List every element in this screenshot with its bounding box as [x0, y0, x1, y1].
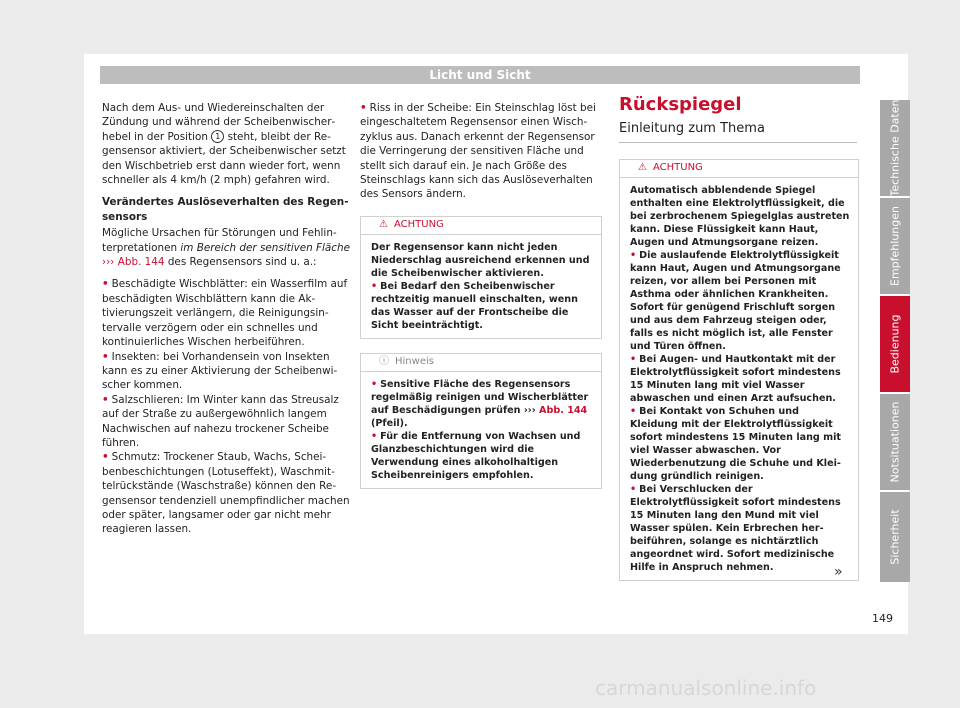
- list-item: • Bei Augen- und Hautkontakt mit der Elektrolytflüssigkeit sofort mindestens 15 Minuten lang mit viel Wasser abwaschen und einen Arzt aufsuchen.: [630, 353, 841, 404]
- watermark: carmanualsonline.info: [595, 676, 817, 700]
- intro-text-cont: steht, bleibt der Regensensor aktiviert, der Scheibenwischer setzt den Wischbetrieb erst dann wieder fort, wenn schneller als 4 km/h (2 mph) gefahren wird.: [102, 130, 346, 187]
- warning-body: [361, 235, 601, 338]
- tab-bedienung[interactable]: Bedienung: [880, 296, 910, 392]
- causes-paragraph: [102, 226, 350, 269]
- list-item: • Salzschlieren: Im Winter kann das Streusalz auf der Straße zu außergewöhnlich langem Nachwischen auf nahezu trockener Scheibe führen.: [102, 393, 339, 449]
- list-item: • Für die Entfernung von Wachsen und Glanzbeschichtungen wird die Verwendung eines alkoholhaltigen Scheibenreinigers empfohlen.: [371, 430, 581, 481]
- bullet-icon: •: [630, 353, 637, 365]
- intro-paragraph: [102, 101, 350, 187]
- arrow-icon: ›››: [102, 256, 118, 269]
- warning-text: Der Regensensor kann nicht jeden Niederschlag ausreichend erkennen und die Scheibenwischer aktivieren.: [371, 241, 590, 279]
- intro-text: Nach dem Aus- und Wiedereinschalten der Zündung und während der Scheibenwischerhebel in der Position: [102, 102, 336, 143]
- bullet-icon: •: [102, 350, 109, 363]
- warning-header: ⚠ ACHTUNG: [620, 160, 858, 178]
- bullet-icon: •: [360, 102, 367, 114]
- list-item: • Insekten: bei Vorhandensein von Insekten kann es zu einer Aktivierung der Scheibenwischer kommen.: [102, 350, 338, 392]
- info-icon: ⓘ: [379, 356, 389, 368]
- bullet-icon: •: [102, 451, 109, 464]
- warning-triangle-icon: ⚠: [379, 219, 388, 231]
- column-right: [619, 94, 859, 581]
- list-item: • Sensitive Fläche des Regensensors regelmäßig reinigen und Wischerblätter auf Beschädigungen prüfen ››› Abb. 144 (Pfeil).: [371, 378, 589, 429]
- causes-text-end: des Regensensors sind u. a.:: [164, 256, 317, 269]
- chapter-title: Rückspiegel: [619, 94, 742, 115]
- column-left: [102, 101, 350, 537]
- page-number: 149: [872, 612, 893, 625]
- warning-box: [360, 216, 602, 339]
- bullet-icon: •: [371, 430, 378, 442]
- bullet-icon: •: [371, 280, 378, 292]
- warning-box: [619, 159, 859, 581]
- bullet-icon: •: [630, 249, 637, 261]
- position-number-badge: 1: [211, 130, 224, 143]
- bullet-icon: •: [102, 393, 109, 406]
- continue-icon: »: [834, 564, 843, 580]
- bullet-icon: •: [102, 278, 109, 291]
- note-body: [361, 372, 601, 488]
- column-middle: [360, 101, 602, 489]
- tab-empfehlungen[interactable]: Empfehlungen: [880, 198, 910, 294]
- bullet-icon: •: [630, 483, 637, 495]
- list-item: • Bei Bedarf den Scheibenwischer rechtzeitig manuell einschalten, wenn das Wasser auf der Frontscheibe die Sicht beeinträchtigt.: [371, 280, 578, 331]
- section-heading: Verändertes Auslöseverhalten des Regensensors: [102, 196, 349, 223]
- figure-ref-link[interactable]: Abb. 144: [117, 256, 165, 269]
- warning-header: ⚠ ACHTUNG: [361, 217, 601, 235]
- note-header: ⓘ Hinweis: [361, 354, 601, 372]
- causes-text: Mögliche Ursachen für Störungen und Fehlinterpretationen: [102, 227, 337, 254]
- tab-sicherheit[interactable]: Sicherheit: [880, 492, 910, 582]
- note-box: [360, 353, 602, 489]
- warning-triangle-icon: ⚠: [638, 162, 647, 174]
- tab-technische-daten[interactable]: Technische Daten: [880, 100, 910, 196]
- figure-ref-link[interactable]: Abb. 144: [539, 404, 588, 416]
- tab-notsituationen[interactable]: Notsituationen: [880, 394, 910, 490]
- list-item: • Die auslaufende Elektrolytflüssigkeit kann Haut, Augen und Atmungsorgane reizen, vor allem bei Personen mit Asthma oder ähnlichen Krankheiten. Sofort für genügend Frischluft sorgen und aus dem Fahrzeug steigen oder, falls es nicht möglich ist, alle Fenster und Türen öffnen.: [630, 249, 841, 352]
- warning-body: [620, 178, 858, 580]
- bullet-icon: •: [371, 378, 378, 390]
- bullet-icon: •: [630, 405, 637, 417]
- list-item: • Beschädigte Wischblätter: ein Wasserfilm auf beschädigten Wischblättern kann die Aktivierungszeit verlängern, die Reinigungsintervalle verzögern oder ein schnelles und kontinuierliches Wischen herbeiführen.: [102, 278, 348, 349]
- list-item: • Riss in der Scheibe: Ein Steinschlag löst bei eingeschaltetem Regensensor einen Wischzyklus aus. Danach erkennt der Regensensor die Verringerung der sensitiven Fläche und stellt sich darauf ein. Je nach Größe des Steinschlags kann sich das Auslöseverhalten des Sensors ändern.: [360, 102, 596, 201]
- list-item: • Bei Kontakt von Schuhen und Kleidung mit der Elektrolytflüssigkeit sofort mindestens 15 Minuten lang mit viel Wasser abwaschen. Vor Wiederbenutzung die Schuhe und Kleidung gründlich reinigen.: [630, 405, 842, 482]
- warning-text: Automatisch abblendende Spiegel enthalten eine Elektrolytflüssigkeit, die bei zerbrochenem Spiegelglas austreten kann. Diese Flüssigkeit kann Haut, Augen und Atmungsorgane reizen.: [630, 184, 850, 248]
- list-item: • Bei Verschlucken der Elektrolytflüssigkeit sofort mindestens 15 Minuten lang den Mund mit viel Wasser spülen. Kein Erbrechen herbeiführen, solange es nichtärztlich angeordnet wird. Sofort medizinische Hilfe in Anspruch nehmen.: [630, 483, 841, 573]
- causes-italic: im Bereich der sensitiven Fläche: [180, 241, 350, 254]
- section-title: Einleitung zum Thema: [619, 122, 857, 142]
- page-header: Licht und Sicht: [100, 66, 860, 84]
- list-item: • Schmutz: Trockener Staub, Wachs, Scheibenbeschichtungen (Lotuseffekt), Waschmittelrückstände (Waschstraße) können den Regensensor tendenziell unempfindlicher machen oder später, langsamer oder gar nicht mehr reagieren lassen.: [102, 451, 350, 536]
